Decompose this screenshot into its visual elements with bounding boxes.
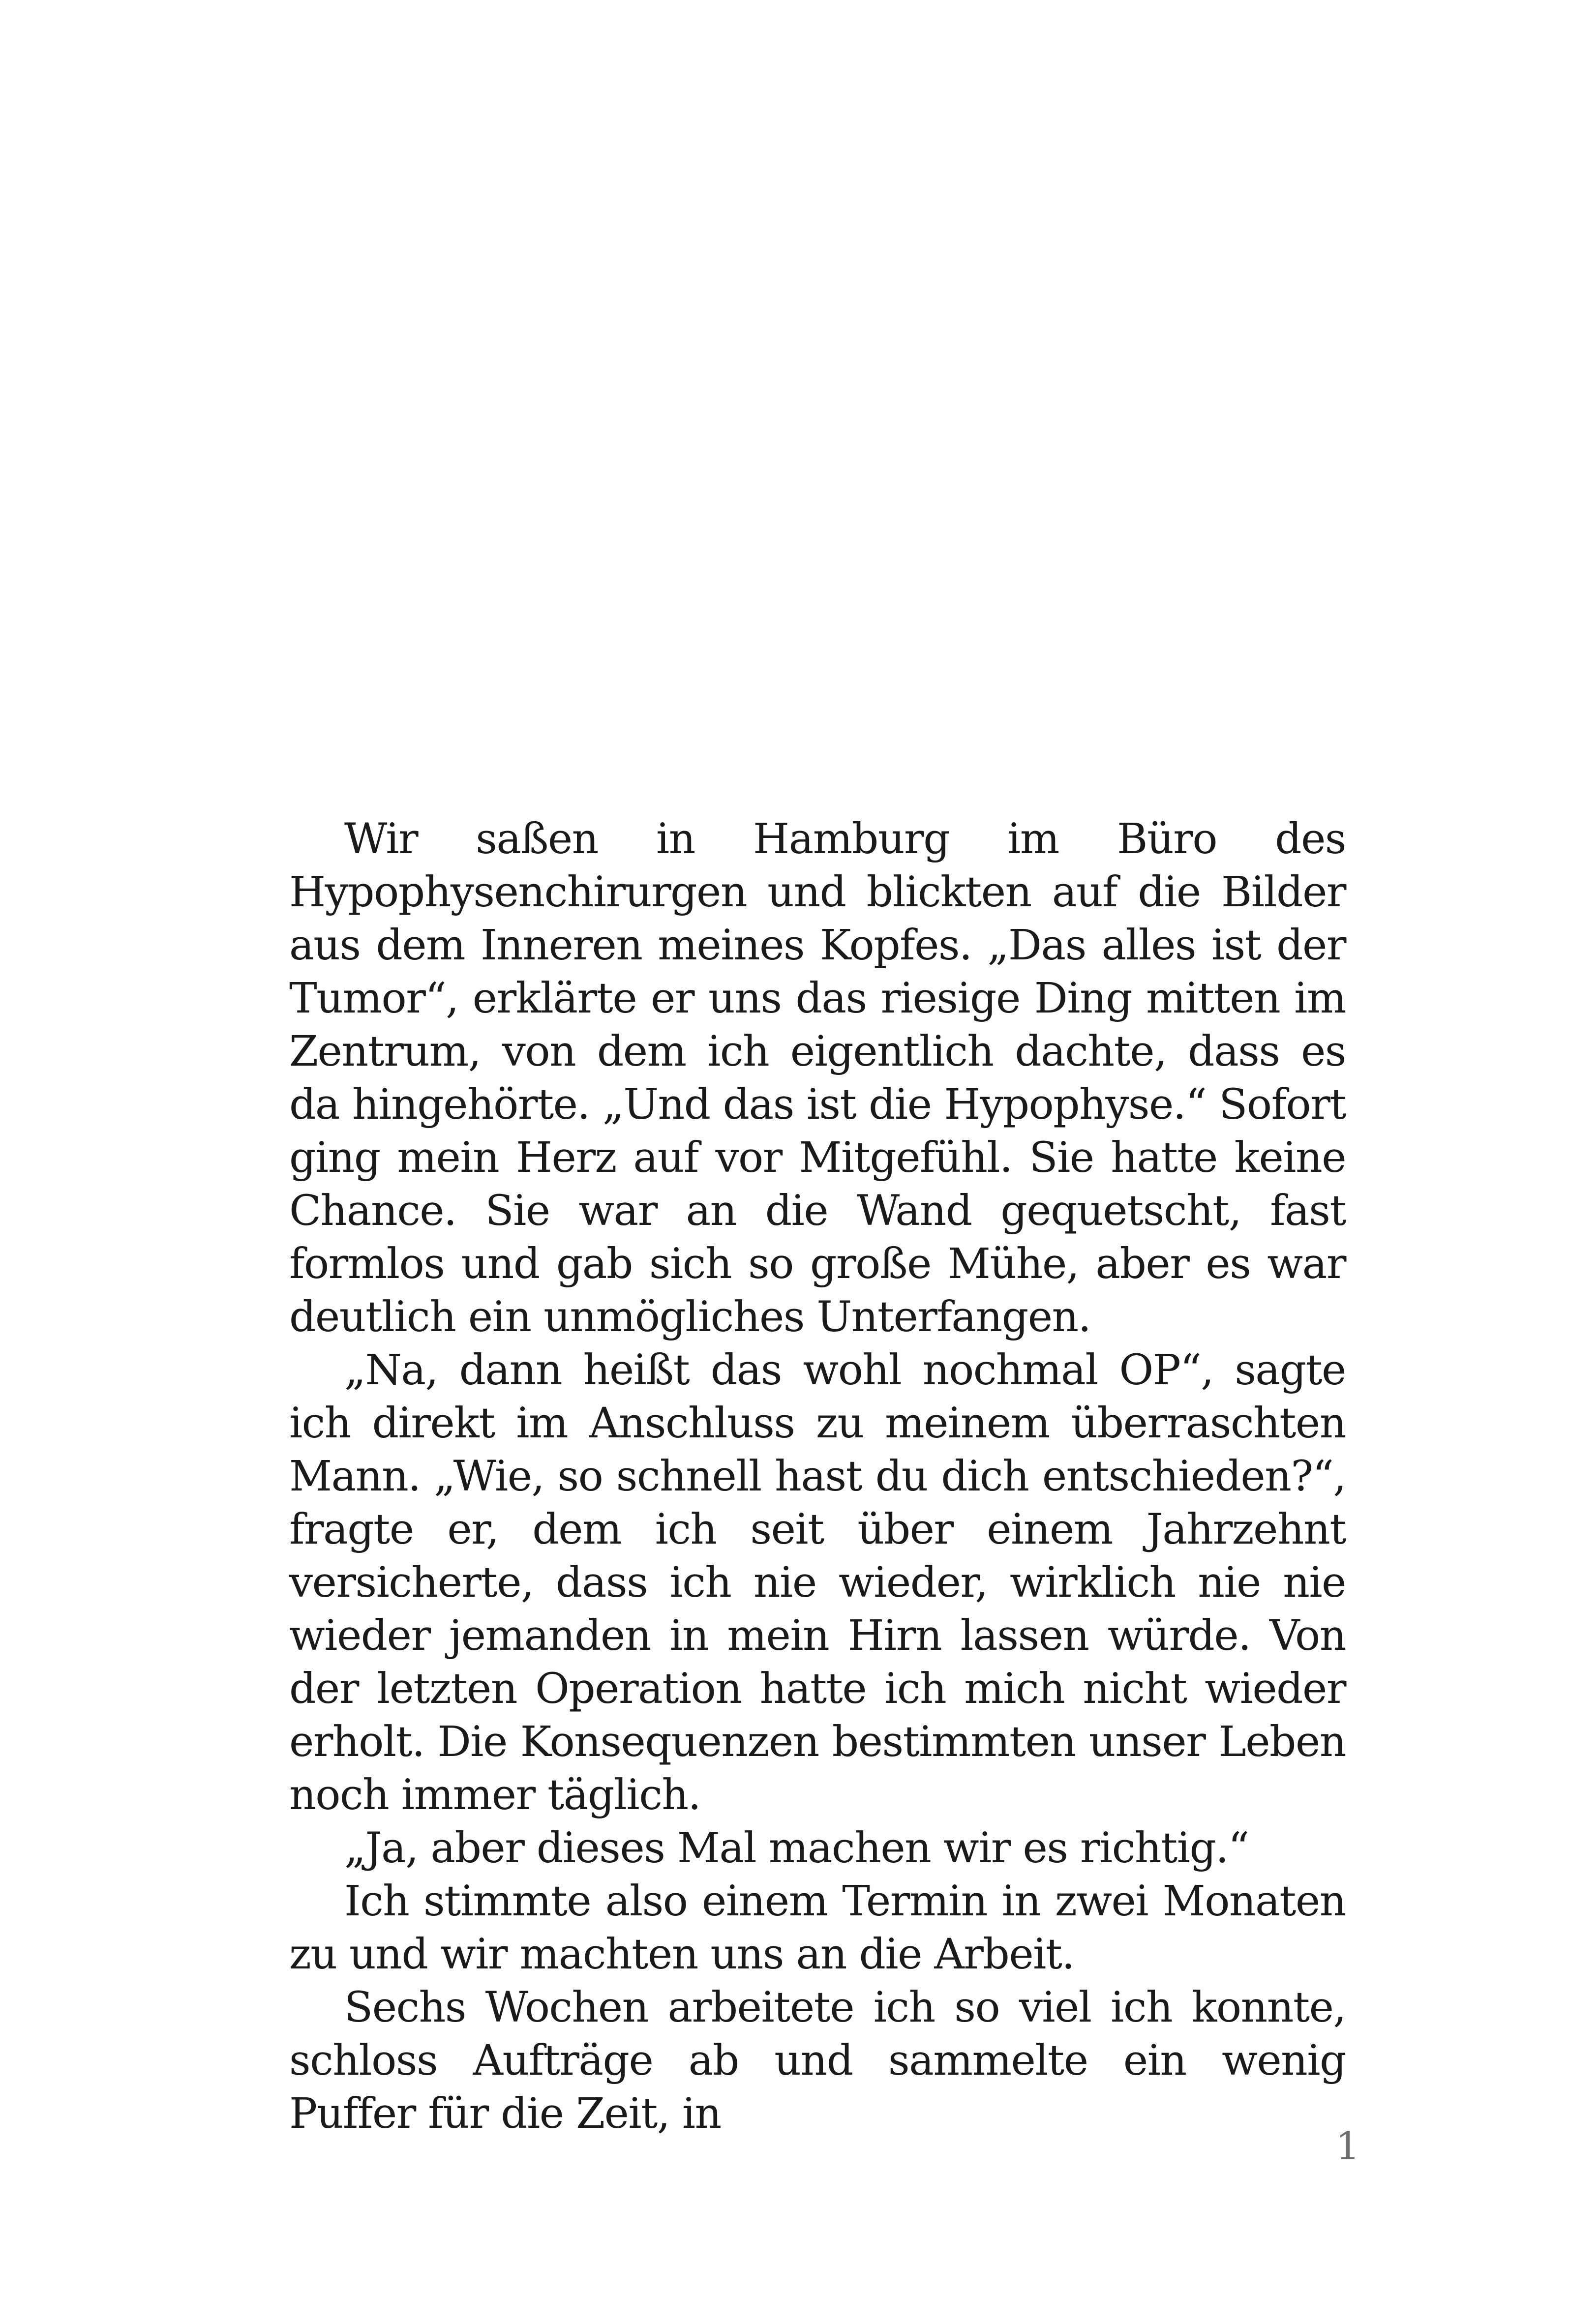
paragraph: Ich stimmte also einem Termin in zwei Monaten zu und wir machten uns an die Arbeit.: [289, 1877, 1346, 1979]
paragraph: „Ja, aber dieses Mal machen wir es richtig.“: [344, 1824, 1249, 1873]
paragraph: „Na, dann heißt das wohl nochmal OP“, sagte ich direkt im Anschluss zu meinem überraschten Mann. „Wie, so schnell hast du dich entschieden?“, fragte er, dem ich seit über einem Jahrzehnt versicherte, dass ich nie wieder, wirklich nie nie wieder jemanden in mein Hirn lassen würde. Von der letzten Operation hatte ich mich nicht wieder erholt. Die Konsequenzen bestimmten unser Leben noch immer täglich.: [289, 1346, 1346, 1819]
paragraph: Sechs Wochen arbeitete ich so viel ich konnte, schloss Aufträge ab und sammelte ein wenig Puffer für die Zeit, in: [289, 1983, 1346, 2138]
paragraph: Wir saßen in Hamburg im Büro des Hypophysenchirurgen und blickten auf die Bilder aus dem Inneren meines Kopfes. „Das alles ist der Tumor“, erklärte er uns das riesige Ding mitten im Zentrum, von dem ich eigentlich dachte, dass es da hingehörte. „Und das ist die Hypophyse.“ Sofort ging mein Herz auf vor Mitgefühl. Sie hatte keine Chance. Sie war an die Wand gequetscht, fast formlos und gab sich so große Mühe, aber es war deutlich ein unmögliches Unterfangen.: [289, 815, 1346, 1341]
body-text: [289, 813, 1346, 2141]
page-number: 1: [1335, 2124, 1360, 2169]
